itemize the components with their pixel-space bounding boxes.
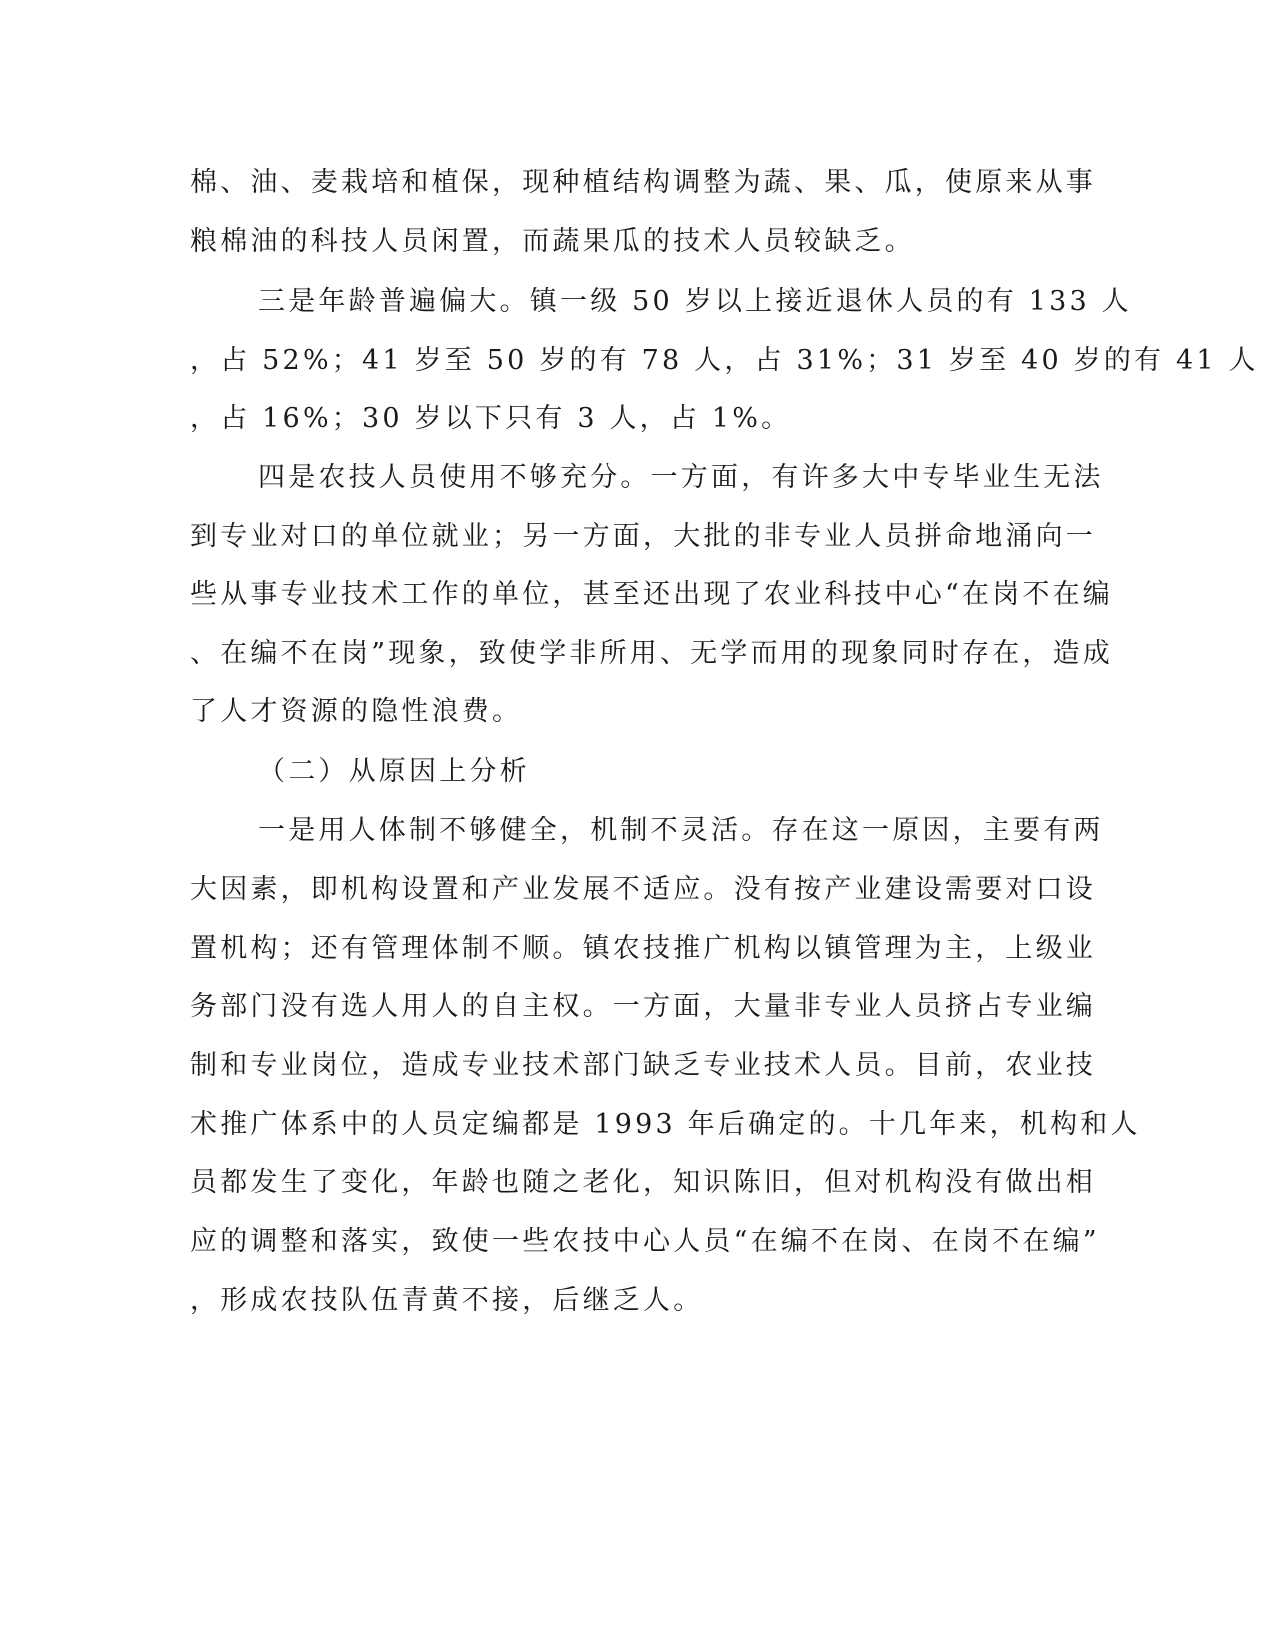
body-text-line: 员都发生了变化，年龄也随之老化，知识陈旧，但对机构没有做出相 bbox=[190, 1167, 1096, 1198]
body-text-line: 些从事专业技术工作的单位，甚至还出现了农业科技中心“在岗不在编 bbox=[190, 579, 1114, 610]
body-text-line: 、在编不在岗”现象，致使学非所用、无学而用的现象同时存在，造成 bbox=[190, 638, 1114, 669]
body-text-line: 术推广体系中的人员定编都是 1993 年后确定的。十几年来，机构和人 bbox=[190, 1109, 1141, 1140]
body-text-line: 棉、油、麦栽培和植保，现种植结构调整为蔬、果、瓜，使原来从事 bbox=[190, 167, 1096, 198]
paragraph-first-line: 三是年龄普遍偏大。镇一级 50 岁以上接近退休人员的有 133 人 bbox=[258, 286, 1132, 317]
body-text-line: 粮棉油的科技人员闲置，而蔬果瓜的技术人员较缺乏。 bbox=[190, 226, 915, 257]
paragraph-first-line: 四是农技人员使用不够充分。一方面，有许多大中专毕业生无法 bbox=[258, 462, 1104, 493]
body-text-line: ，占 16%；30 岁以下只有 3 人，占 1%。 bbox=[190, 403, 792, 434]
body-text-line: ，形成农技队伍青黄不接，后继乏人。 bbox=[190, 1285, 704, 1316]
body-text-line: 置机构；还有管理体制不顺。镇农技推广机构以镇管理为主，上级业 bbox=[190, 933, 1096, 964]
section-heading: （二）从原因上分析 bbox=[258, 756, 530, 787]
body-text-line: 了人才资源的隐性浪费。 bbox=[190, 696, 523, 727]
body-text-line: 务部门没有选人用人的自主权。一方面，大量非专业人员挤占专业编 bbox=[190, 991, 1096, 1022]
paragraph-first-line: 一是用人体制不够健全，机制不灵活。存在这一原因，主要有两 bbox=[258, 815, 1104, 846]
body-text-line: 大因素，即机构设置和产业发展不适应。没有按产业建设需要对口设 bbox=[190, 874, 1096, 905]
body-text-line: 应的调整和落实，致使一些农技中心人员“在编不在岗、在岗不在编” bbox=[190, 1226, 1100, 1257]
body-text-line: ，占 52%；41 岁至 50 岁的有 78 人，占 31%；31 岁至 40 岁的有 41 人 bbox=[190, 345, 1259, 376]
body-text-line: 制和专业岗位，造成专业技术部门缺乏专业技术人员。目前，农业技 bbox=[190, 1050, 1096, 1081]
body-text-line: 到专业对口的单位就业；另一方面，大批的非专业人员拼命地涌向一 bbox=[190, 521, 1096, 552]
